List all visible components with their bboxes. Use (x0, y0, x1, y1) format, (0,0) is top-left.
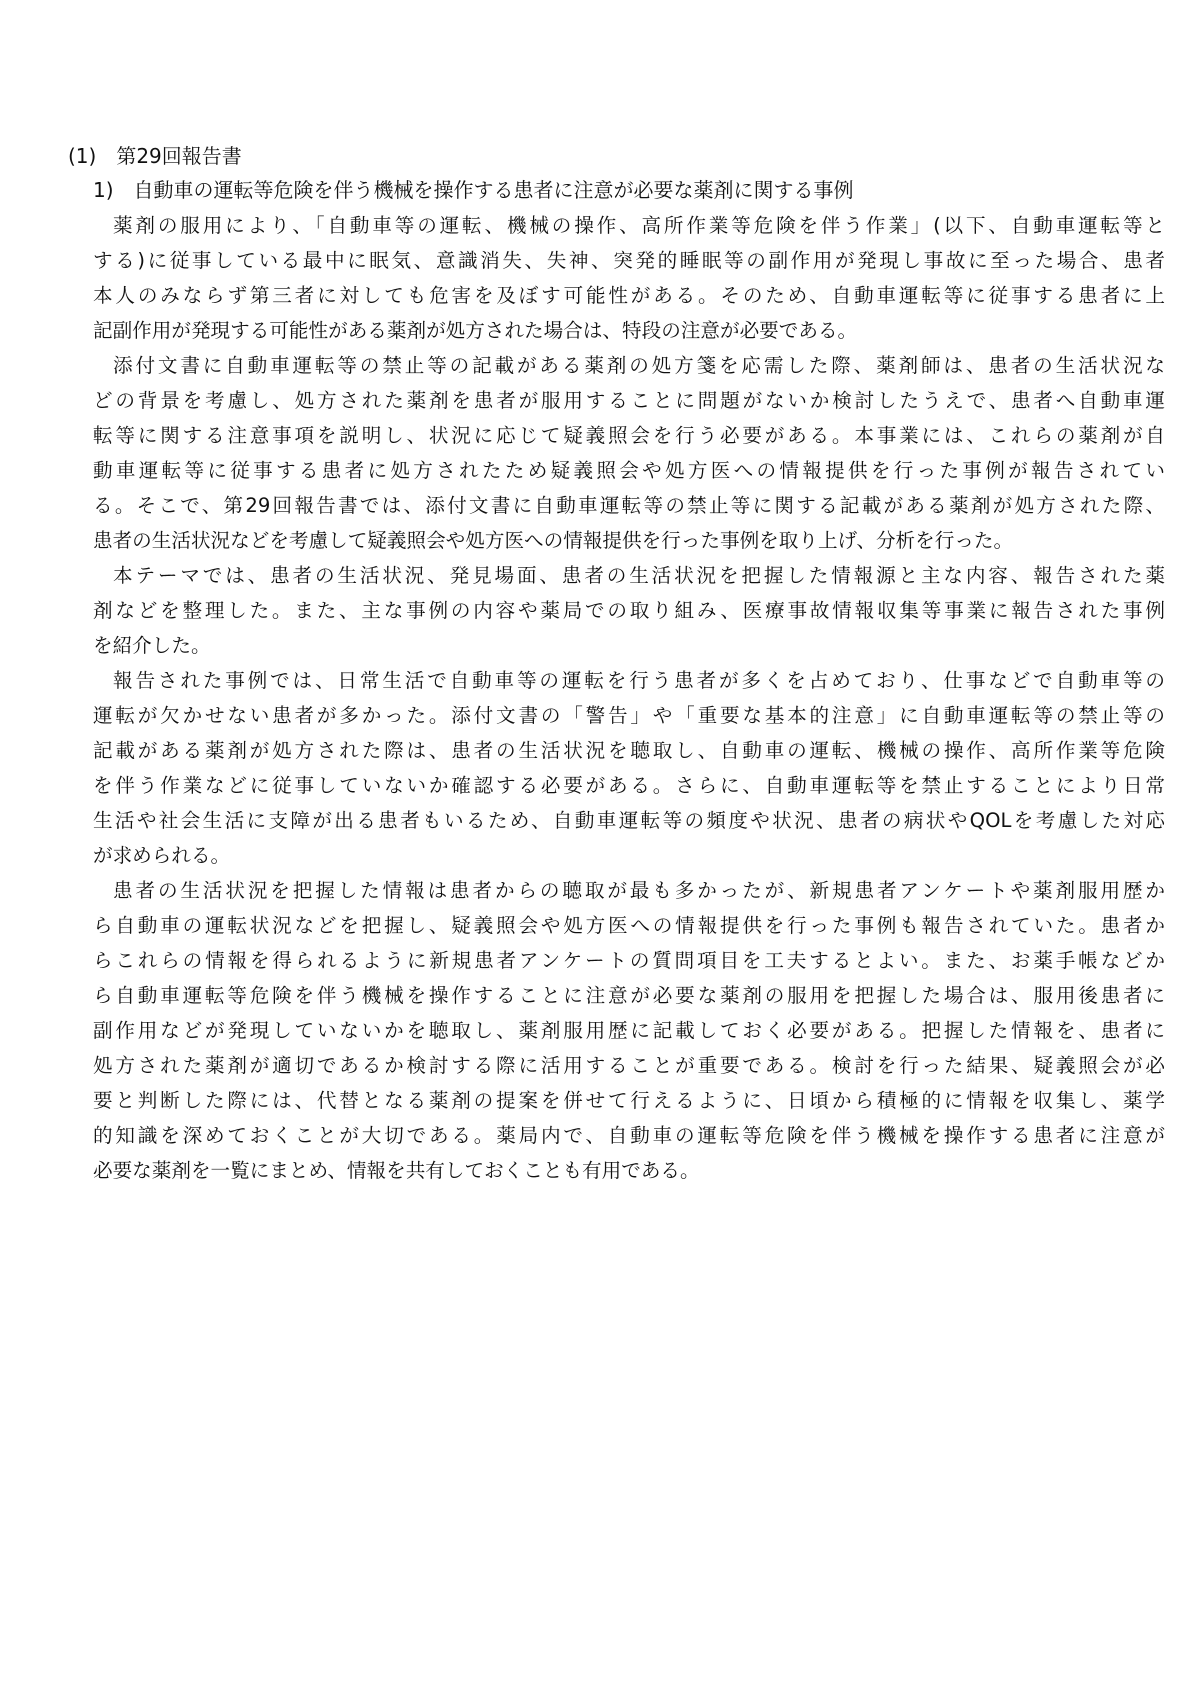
paragraph-line: 動車運転等に従事する患者に処方されたため疑義照会や処方医への情報提供を行った事例が報告されてい (93, 459, 1165, 482)
paragraph-line: 添付文書に自動車運転等の禁止等の記載がある薬剤の処方箋を応需した際、薬剤師は、患者の生活状況な (113, 354, 1165, 377)
paragraph-line: 患者の生活状況を把握した情報は患者からの聴取が最も多かったが、新規患者アンケートや薬剤服用歴か (113, 879, 1165, 902)
paragraph (93, 663, 1165, 873)
paragraph-line: する)に従事している最中に眠気、意識消失、失神、突発的睡眠等の副作用が発現し事故に至った場合、患者 (93, 249, 1165, 272)
paragraph-line: 運転が欠かせない患者が多かった。添付文書の「警告」や「重要な基本的注意」に自動車運転等の禁止等の (93, 704, 1165, 727)
paragraph-line: らこれらの情報を得られるように新規患者アンケートの質問項目を工夫するとよい。また、お薬手帳などか (93, 949, 1165, 972)
section-heading: (1) 第29回報告書 (68, 144, 242, 168)
paragraph-line: 報告された事例では、日常生活で自動車等の運転を行う患者が多くを占めており、仕事などで自動車等の (113, 669, 1165, 692)
paragraph-line: ら自動車の運転状況などを把握し、疑義照会や処方医への情報提供を行った事例も報告されていた。患者か (93, 914, 1165, 937)
paragraph-line: を紹介した。 (93, 634, 211, 657)
paragraph (93, 558, 1165, 663)
subsection-heading: 1) 自動車の運転等危険を伴う機械を操作する患者に注意が必要な薬剤に関する事例 (93, 178, 854, 202)
paragraph (93, 873, 1165, 1188)
paragraph-line: 患者の生活状況などを考慮して疑義照会や処方医への情報提供を行った事例を取り上げ、分析を行った。 (93, 529, 1014, 552)
paragraph-line: を伴う作業などに従事していないか確認する必要がある。さらに、自動車運転等を禁止することにより日常 (93, 774, 1165, 797)
paragraph-line: 薬剤の服用により、「自動車等の運転、機械の操作、高所作業等危険を伴う作業」(以下、自動車運転等と (113, 214, 1165, 237)
paragraph (93, 348, 1165, 558)
paragraph-line: 的知識を深めておくことが大切である。薬局内で、自動車の運転等危険を伴う機械を操作する患者に注意が (93, 1124, 1165, 1147)
paragraph-line: ら自動車運転等危険を伴う機械を操作することに注意が必要な薬剤の服用を把握した場合は、服用後患者に (93, 984, 1165, 1007)
paragraph-line: 本テーマでは、患者の生活状況、発見場面、患者の生活状況を把握した情報源と主な内容、報告された薬 (113, 564, 1165, 587)
paragraph-line: どの背景を考慮し、処方された薬剤を患者が服用することに問題がないか検討したうえで、患者へ自動車運 (93, 389, 1165, 412)
paragraph-line: 本人のみならず第三者に対しても危害を及ぼす可能性がある。そのため、自動車運転等に従事する患者に上 (93, 284, 1165, 307)
paragraph-line: 要と判断した際には、代替となる薬剤の提案を併せて行えるように、日頃から積極的に情報を収集し、薬学 (93, 1089, 1165, 1112)
paragraph-line: 転等に関する注意事項を説明し、状況に応じて疑義照会を行う必要がある。本事業には、これらの薬剤が自 (93, 424, 1165, 447)
paragraph-line: 記載がある薬剤が処方された際は、患者の生活状況を聴取し、自動車の運転、機械の操作、高所作業等危険 (93, 739, 1165, 762)
paragraph-line: 必要な薬剤を一覧にまとめ、情報を共有しておくことも有用である。 (93, 1159, 700, 1182)
paragraph-line: が求められる。 (93, 844, 231, 867)
paragraph-line: 生活や社会生活に支障が出る患者もいるため、自動車運転等の頻度や状況、患者の病状やQOLを考慮した対応 (93, 809, 1165, 832)
paragraph-line: 記副作用が発現する可能性がある薬剤が処方された場合は、特段の注意が必要である。 (93, 319, 858, 342)
document-body (93, 208, 1165, 1188)
paragraph-line: 処方された薬剤が適切であるか検討する際に活用することが重要である。検討を行った結果、疑義照会が必 (93, 1054, 1165, 1077)
paragraph-line: る。そこで、第29回報告書では、添付文書に自動車運転等の禁止等に関する記載がある薬剤が処方された際、 (93, 494, 1165, 517)
paragraph-line: 剤などを整理した。また、主な事例の内容や薬局での取り組み、医療事故情報収集等事業に報告された事例 (93, 599, 1165, 622)
paragraph-line: 副作用などが発現していないかを聴取し、薬剤服用歴に記載しておく必要がある。把握した情報を、患者に (93, 1019, 1165, 1042)
paragraph (93, 208, 1165, 348)
